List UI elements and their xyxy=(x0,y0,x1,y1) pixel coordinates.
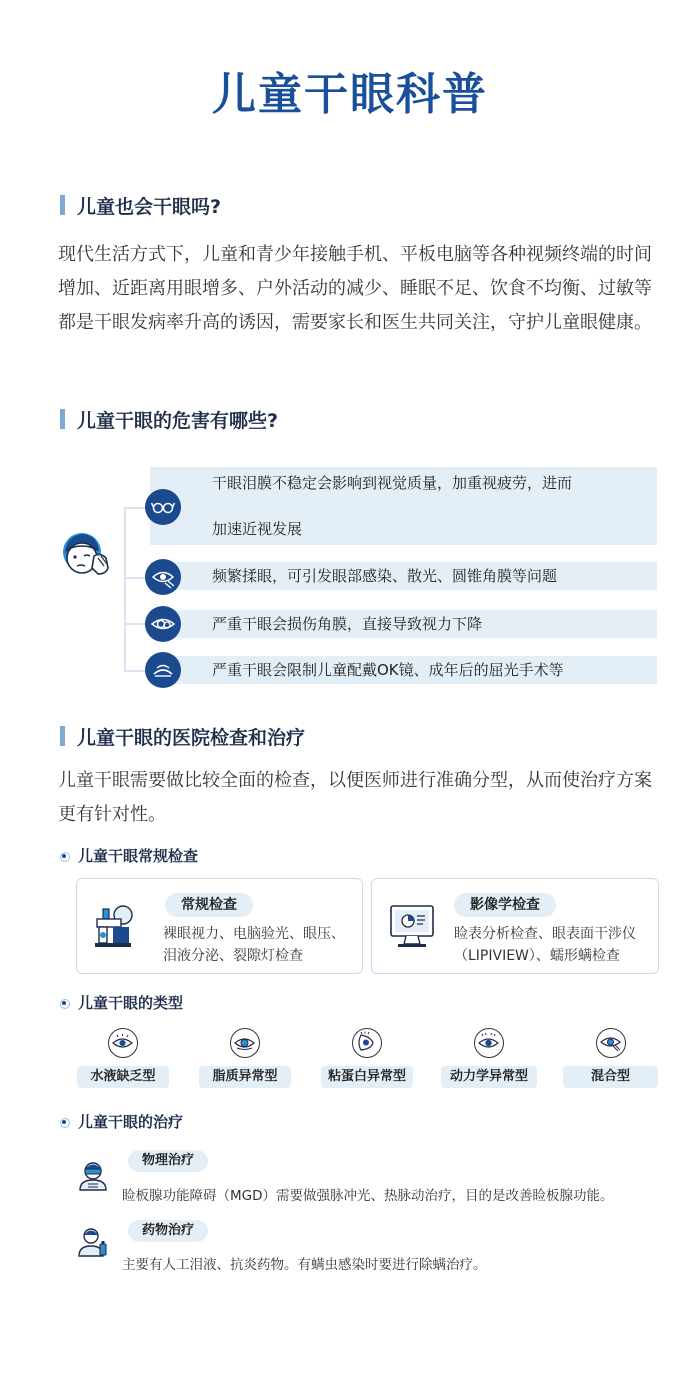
section-heading-3 xyxy=(60,724,305,748)
exam-card-desc-line: 睑表分析检查、眼表面干涉仪 xyxy=(454,926,636,942)
child-rubbing-eye-icon xyxy=(58,522,116,580)
medicine-icon xyxy=(76,1224,110,1258)
harm-text: 加速近视发展 xyxy=(212,520,303,538)
bullet-dot xyxy=(60,852,68,860)
sub-heading-types xyxy=(60,992,183,1013)
mixed-type-icon xyxy=(596,1028,626,1058)
harm-text: 严重干眼会限制儿童配戴OK镜、成年后的屈光手术等 xyxy=(212,661,564,679)
type-label: 粘蛋白异常型 xyxy=(321,1066,413,1088)
type-label: 水液缺乏型 xyxy=(77,1066,169,1088)
glasses-icon xyxy=(145,489,181,525)
harm-item xyxy=(150,467,657,545)
bullet-dot xyxy=(60,1118,68,1126)
exam-card-title: 常规检查 xyxy=(165,893,253,917)
eye-rub-icon xyxy=(145,559,181,595)
exam-card-desc-line: 泪液分泌、裂隙灯检查 xyxy=(163,948,303,964)
lipid-abnormal-icon xyxy=(230,1028,260,1058)
treatment-title: 药物治疗 xyxy=(128,1220,208,1242)
harm-text: 干眼泪膜不稳定会影响到视觉质量，加重视疲劳，进而 xyxy=(212,474,573,492)
harm-text: 严重干眼会损伤角膜，直接导致视力下降 xyxy=(212,615,483,633)
section-heading-text: 儿童干眼的医院检查和治疗 xyxy=(77,726,306,749)
sub-heading-text: 儿童干眼的类型 xyxy=(78,994,184,1012)
exam-card-desc xyxy=(454,923,636,967)
exam-card-desc xyxy=(163,923,345,967)
tree-branch xyxy=(124,507,146,509)
harm-item xyxy=(150,562,657,590)
bullet-dot xyxy=(60,999,68,1007)
section-heading-text: 儿童也会干眼吗? xyxy=(77,195,222,218)
exam-card-title: 影像学检查 xyxy=(454,893,556,917)
treatment-desc: 睑板腺功能障碍（MGD）需要做强脉冲光、热脉动治疗，目的是改善睑板腺功能。 xyxy=(122,1188,614,1204)
type-label: 脂质异常型 xyxy=(199,1066,291,1088)
sub-heading-treatment xyxy=(60,1111,183,1132)
tree-connector xyxy=(124,507,126,672)
tree-branch xyxy=(124,577,146,579)
treatment-desc: 主要有人工泪液、抗炎药物。有螨虫感染时要进行除螨治疗。 xyxy=(122,1257,487,1273)
heading-bar xyxy=(60,195,65,215)
sub-heading-routine xyxy=(60,845,198,866)
heading-bar xyxy=(60,409,65,429)
section-heading-text: 儿童干眼的危害有哪些? xyxy=(77,409,279,432)
section-heading-1 xyxy=(60,193,221,217)
harm-item xyxy=(150,656,657,684)
heading-bar xyxy=(60,726,65,746)
section-heading-2 xyxy=(60,407,278,431)
aqueous-deficiency-icon xyxy=(108,1028,138,1058)
treatment-title: 物理治疗 xyxy=(128,1150,208,1172)
page-title: 儿童干眼科普 xyxy=(212,69,488,120)
mucin-abnormal-icon xyxy=(352,1028,382,1058)
tree-branch xyxy=(124,623,146,625)
cornea-icon xyxy=(145,606,181,642)
dynamic-abnormal-icon xyxy=(474,1028,504,1058)
monitor-icon xyxy=(388,903,436,949)
type-label: 动力学异常型 xyxy=(441,1066,537,1088)
exam-card-routine xyxy=(76,878,363,974)
lens-icon xyxy=(145,652,181,688)
exam-card-desc-line: 裸眼视力、电脑验光、眼压、 xyxy=(163,926,345,942)
physical-therapy-icon xyxy=(76,1158,110,1192)
harm-item xyxy=(150,610,657,638)
intro-paragraph: 现代生活方式下，儿童和青少年接触手机、平板电脑等各种视频终端的时间增加、近距离用眼增多、户外活动的减少、睡眠不足、饮食不均衡、过敏等都是干眼发病率升高的诱因，需要家长和医生共同关注，守护儿童眼健康。 xyxy=(58,244,652,333)
exam-card-desc-line: （LIPIVIEW）、蠕形螨检查 xyxy=(454,948,620,964)
harm-text: 频繁揉眼，可引发眼部感染、散光、圆锥角膜等问题 xyxy=(212,567,558,585)
sub-heading-text: 儿童干眼常规检查 xyxy=(78,847,199,865)
type-label: 混合型 xyxy=(563,1066,658,1088)
tree-branch xyxy=(124,670,146,672)
sub-heading-text: 儿童干眼的治疗 xyxy=(78,1113,184,1131)
exam-paragraph: 儿童干眼需要做比较全面的检查，以便医师进行准确分型，从而使治疗方案更有针对性。 xyxy=(58,770,652,825)
exam-card-imaging xyxy=(371,878,659,974)
slit-lamp-icon xyxy=(87,901,137,951)
